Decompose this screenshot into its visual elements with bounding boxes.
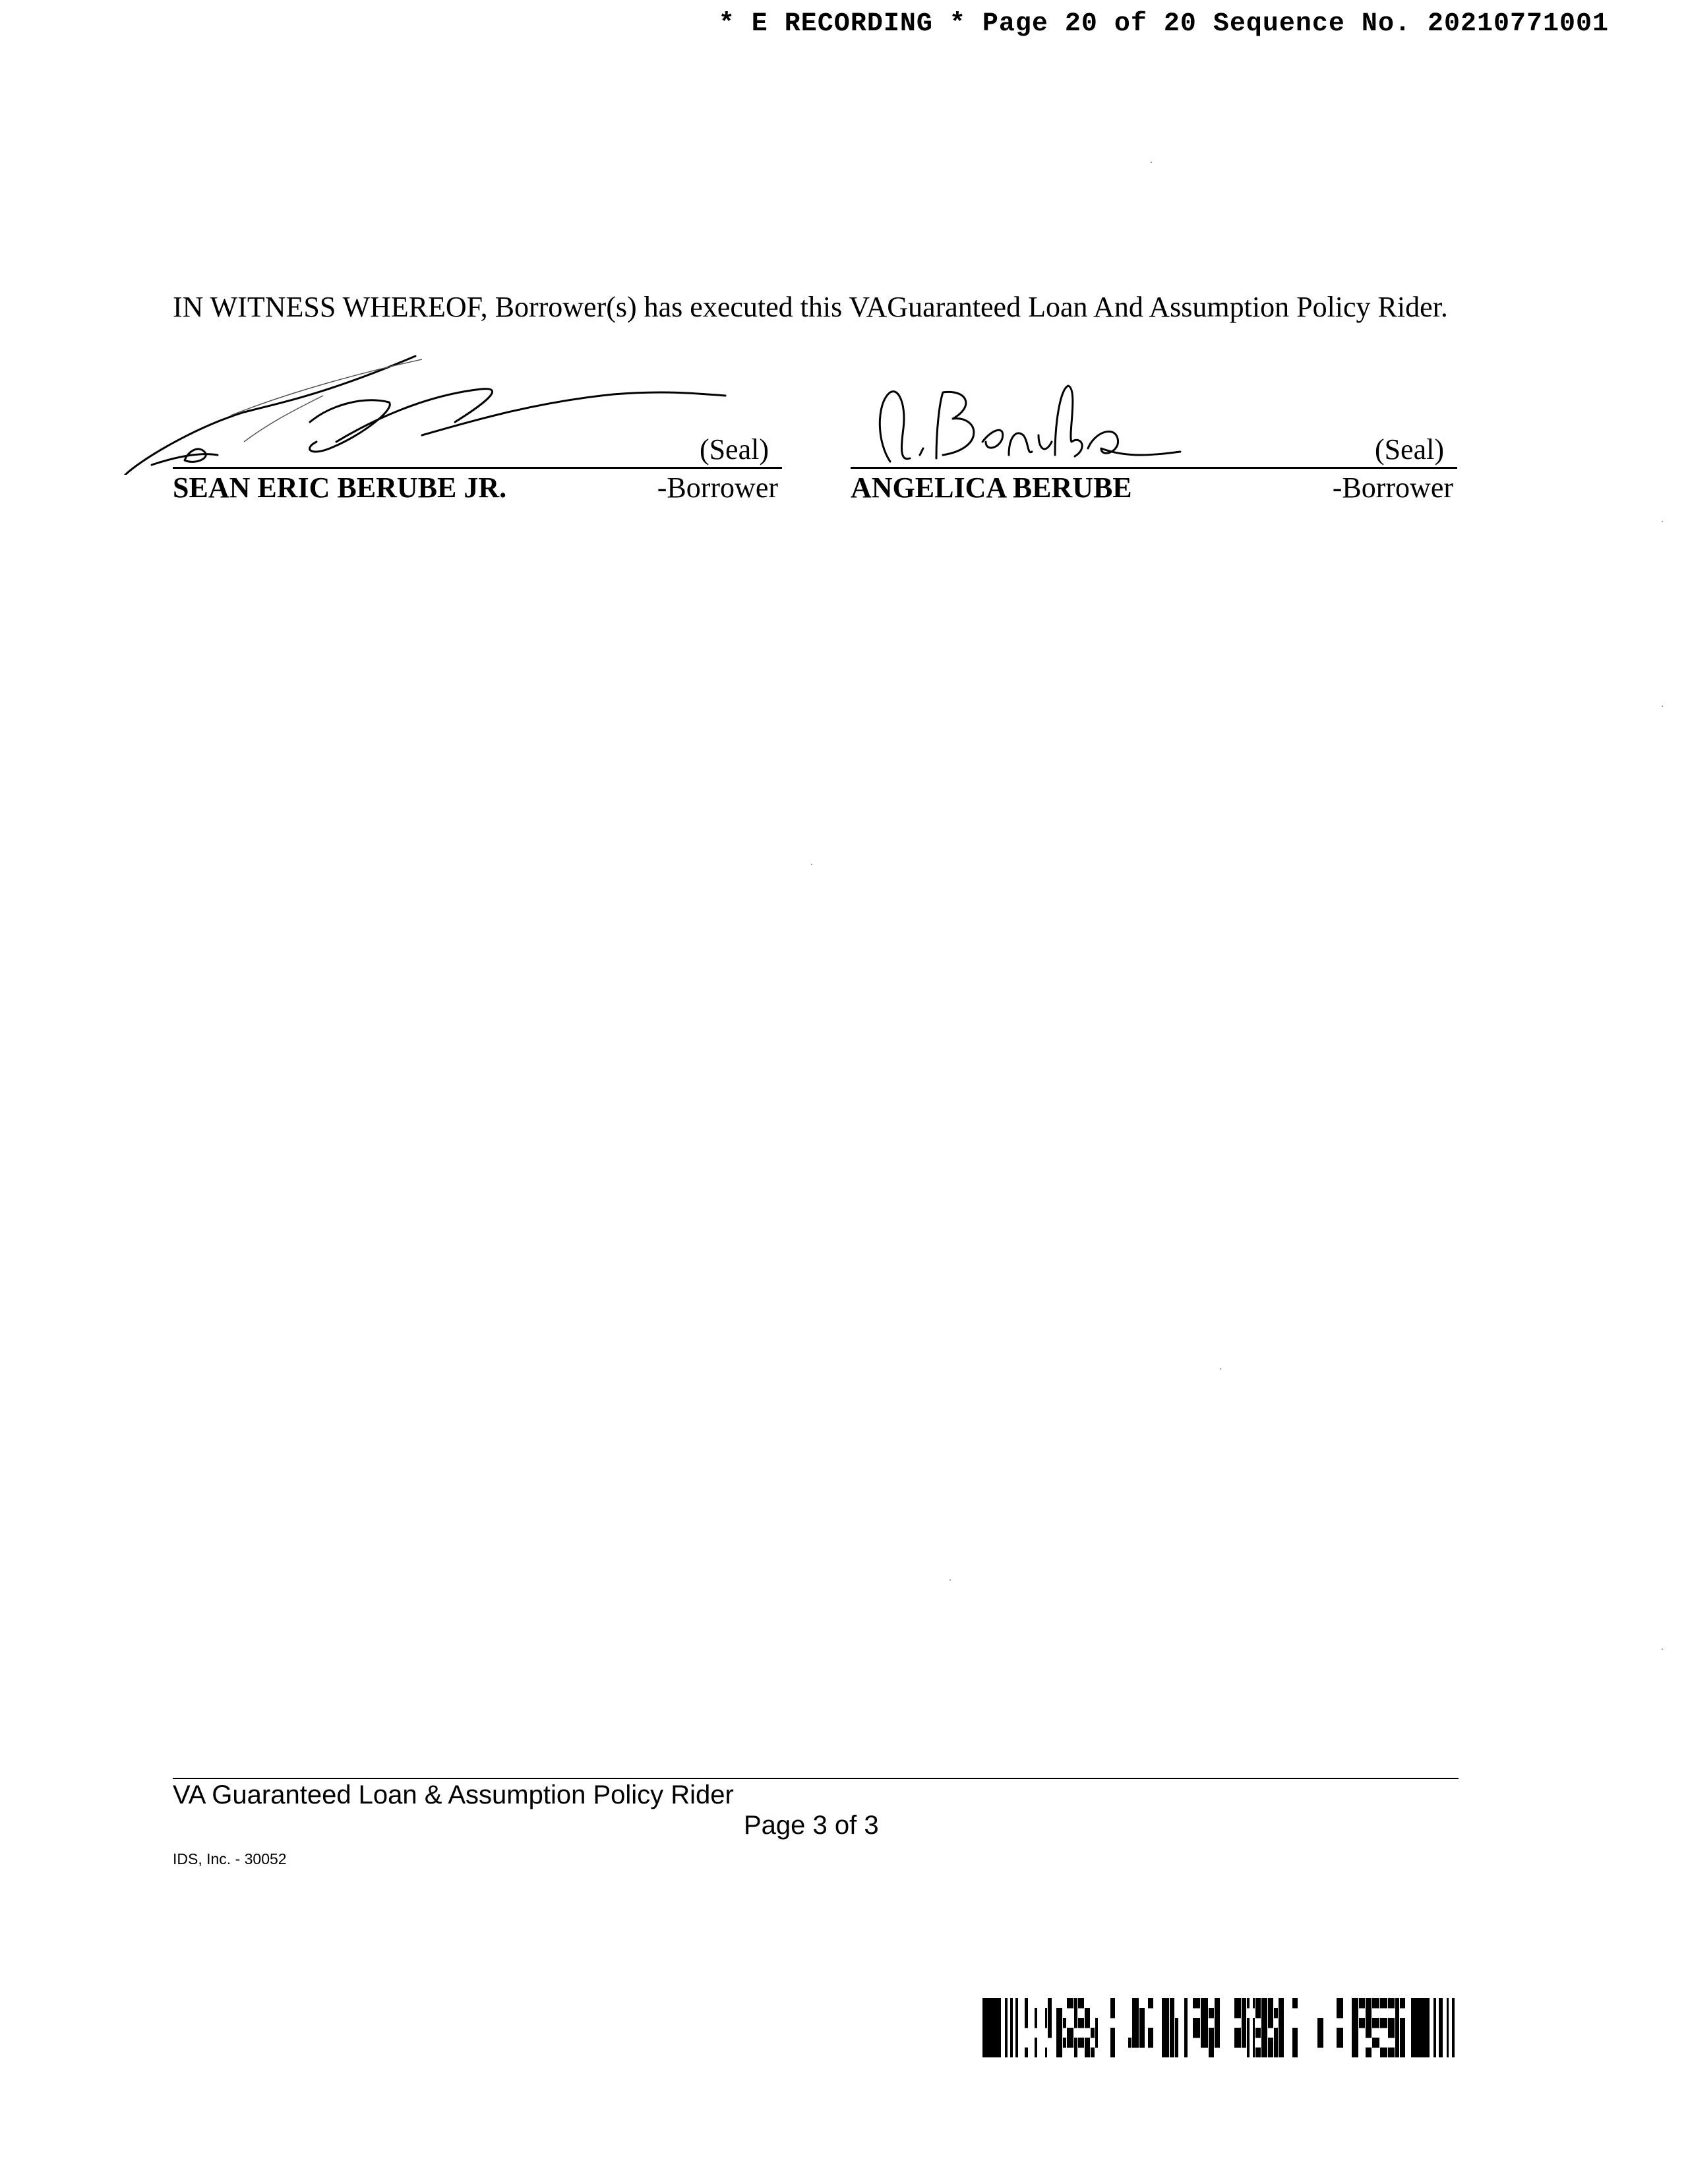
seal-label: (Seal)	[1374, 433, 1444, 466]
signer-role: -Borrower	[1332, 471, 1453, 504]
scan-speck	[950, 1579, 951, 1581]
footer-rule	[173, 1778, 1459, 1779]
signer-name: SEAN ERIC BERUBE JR.	[173, 471, 507, 504]
signature-sean	[112, 343, 771, 475]
footer-title: VA Guaranteed Loan & Assumption Policy Rider	[173, 1780, 734, 1809]
signature-block-angelica	[851, 343, 1457, 508]
signature-block-sean	[112, 343, 782, 508]
scan-speck	[1151, 162, 1152, 163]
signer-name: ANGELICA BERUBE	[851, 471, 1132, 504]
signature-line	[173, 467, 782, 469]
scan-speck	[1662, 1649, 1663, 1650]
witness-paragraph: IN WITNESS WHEREOF, Borrower(s) has executed this VAGuaranteed Loan And Assumption Policy Rider.	[173, 291, 1448, 323]
scan-speck	[1220, 1368, 1221, 1370]
recording-header: * E RECORDING * Page 20 of 20 Sequence No. 20210771001	[718, 9, 1609, 39]
barcode	[982, 1998, 1457, 2057]
footer-form-id: IDS, Inc. - 30052	[173, 1850, 287, 1867]
scan-speck	[1662, 521, 1663, 522]
signature-angelica	[851, 343, 1246, 475]
scan-speck	[811, 864, 812, 865]
footer-page-number: Page 3 of 3	[744, 1811, 879, 1840]
seal-label: (Seal)	[699, 433, 769, 466]
signer-role: -Borrower	[657, 471, 778, 504]
signature-line	[851, 467, 1457, 469]
scan-speck	[1662, 706, 1663, 707]
